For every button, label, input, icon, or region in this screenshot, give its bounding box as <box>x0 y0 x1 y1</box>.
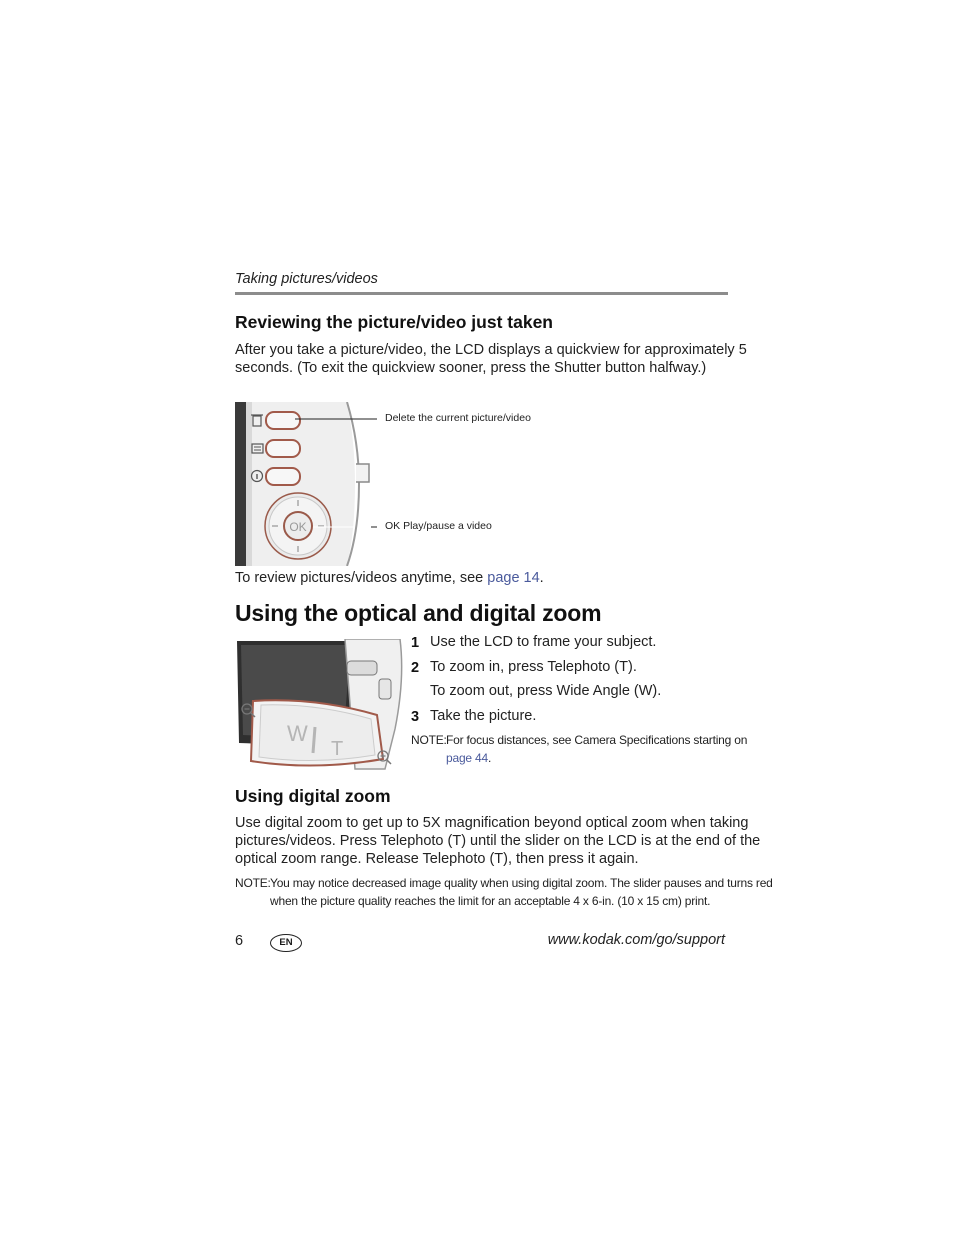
header-rule <box>235 292 728 295</box>
zoom-note-label: NOTE: <box>411 733 447 747</box>
digital-note-label: NOTE: <box>235 876 271 890</box>
callout-delete: Delete the current picture/video <box>385 412 531 424</box>
support-url[interactable]: www.kodak.com/go/support <box>547 932 725 948</box>
digital-note-line1: You may notice decreased image quality when using digital zoom. The slider pauses and turns red <box>270 876 773 890</box>
zoom-step-3-text: Take the picture. <box>430 708 537 724</box>
section-heading-review: Reviewing the picture/video just taken <box>235 312 553 332</box>
digital-paragraph-line2: pictures/videos. Press Telephoto (T) until the slider on the LCD is at the end of the <box>235 833 761 849</box>
ok-button-label: OK <box>289 520 307 534</box>
digital-paragraph-line1: Use digital zoom to get up to 5X magnification beyond optical zoom when taking <box>235 815 749 831</box>
page-44-link[interactable]: page 44 <box>446 751 488 765</box>
telephoto-label: T <box>331 738 344 760</box>
zoom-step-1-text: Use the LCD to frame your subject. <box>430 634 657 650</box>
zoom-step-2b-text: To zoom out, press Wide Angle (W). <box>430 683 662 699</box>
wide-label: W <box>287 721 308 746</box>
review-paragraph-line1: After you take a picture/video, the LCD displays a quickview for approximately 5 <box>235 342 747 358</box>
section-heading-digital: Using digital zoom <box>235 786 391 806</box>
page-14-link[interactable]: page 14 <box>487 570 540 586</box>
section-heading-zoom: Using the optical and digital zoom <box>235 600 602 626</box>
digital-paragraph-line3: optical zoom range. Release Telephoto (T), then press it again. <box>235 851 639 867</box>
zoom-step-1: 1 <box>411 635 420 651</box>
callout-lines <box>295 410 385 540</box>
zoom-note-link-line: page 44. <box>446 751 492 765</box>
zoom-note-text: For focus distances, see Camera Specifications starting on <box>446 733 748 747</box>
zoom-step-2: 2 <box>411 660 420 676</box>
review-anytime-text: To review pictures/videos anytime, see page 14. <box>235 570 544 586</box>
running-header: Taking pictures/videos <box>235 271 378 287</box>
digital-note-line2: when the picture quality reaches the limit for an acceptable 4 x 6-in. (10 x 15 cm) print. <box>270 894 711 908</box>
zoom-step-3: 3 <box>411 709 420 725</box>
zoom-step-2-text: To zoom in, press Telephoto (T). <box>430 659 637 675</box>
callout-ok: OK Play/pause a video <box>385 520 492 532</box>
review-paragraph-line2: seconds. (To exit the quickview sooner, press the Shutter button halfway.) <box>235 360 707 376</box>
zoom-lever-illustration <box>235 639 405 773</box>
page-number: 6 <box>235 933 244 949</box>
language-badge: EN <box>270 934 302 952</box>
